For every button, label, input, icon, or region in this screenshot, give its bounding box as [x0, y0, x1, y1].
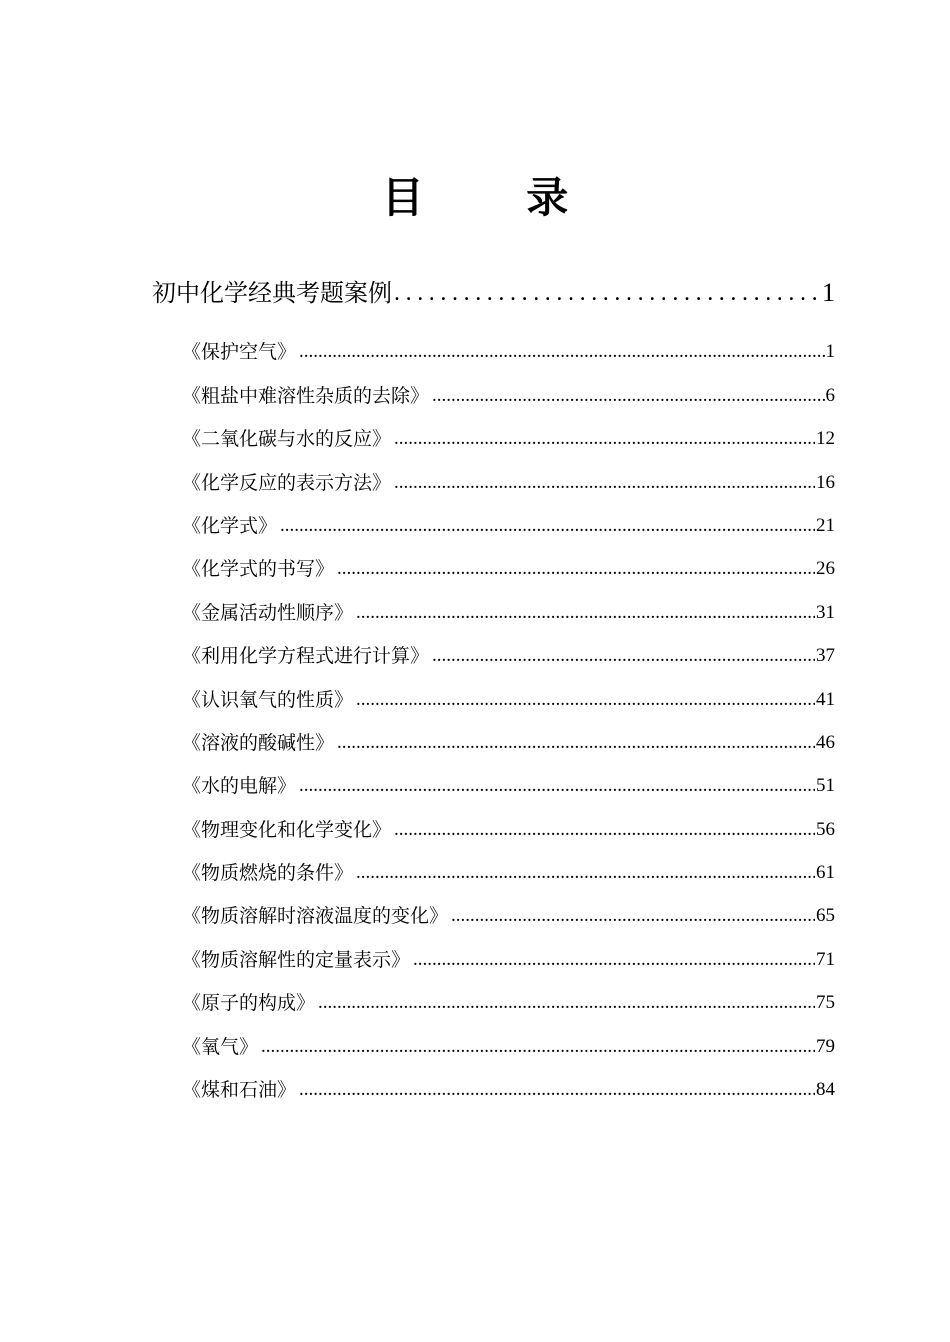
dot-leader: [337, 726, 815, 760]
toc-entry[interactable]: [182, 1064, 835, 1107]
toc-entry-page-number: 1: [825, 341, 835, 363]
dot-leader: [337, 552, 815, 586]
toc-entry-title: 《水的电解》: [182, 775, 297, 798]
toc-entry[interactable]: [182, 543, 835, 586]
dot-leader: [432, 639, 815, 673]
toc-entry-title: 《利用化学方程式进行计算》: [182, 645, 430, 668]
toc-entry-page-number: 12: [816, 428, 835, 450]
toc-entry[interactable]: [182, 1020, 835, 1063]
dot-leader: [432, 379, 824, 413]
dot-leader: [299, 769, 815, 803]
toc-entry-page-number: 37: [816, 645, 835, 667]
toc-entry-title: 《原子的构成》: [182, 992, 316, 1015]
toc-entry-page-number: 6: [825, 384, 835, 406]
page-title: 目 录: [381, 173, 613, 222]
dot-leader: [394, 275, 818, 311]
toc-section-title: 初中化学经典考题案例: [152, 279, 392, 307]
toc-entry-title: 《二氧化碳与水的反应》: [182, 428, 392, 451]
toc-entry-page-number: 41: [816, 688, 835, 710]
toc-entry[interactable]: [182, 717, 835, 760]
toc-entry[interactable]: [182, 413, 835, 456]
dot-leader: [356, 683, 815, 717]
toc-entry-page-number: 84: [816, 1079, 835, 1101]
toc-section-page-number: 1: [822, 278, 835, 307]
toc-entry-page-number: 65: [816, 905, 835, 927]
toc-entry-page-number: 71: [816, 948, 835, 970]
toc-entry-title: 《化学式的书写》: [182, 558, 335, 581]
toc-entry[interactable]: [182, 890, 835, 933]
toc-entry-title: 《化学式》: [182, 514, 278, 537]
toc-entry[interactable]: [182, 760, 835, 803]
dot-leader: [280, 509, 815, 543]
toc-entry[interactable]: [182, 803, 835, 846]
toc-entry-title: 《金属活动性顺序》: [182, 601, 354, 624]
toc-entry-title: 《物理变化和化学变化》: [182, 818, 392, 841]
toc-entry[interactable]: [182, 933, 835, 976]
toc-entry-page-number: 56: [816, 818, 835, 840]
toc-entry-page-number: 46: [816, 731, 835, 753]
dot-leader: [394, 422, 815, 456]
toc-entry-page-number: 21: [816, 514, 835, 536]
toc-entry[interactable]: [182, 500, 835, 543]
toc-entry[interactable]: [182, 456, 835, 499]
dot-leader: [394, 813, 815, 847]
toc-entry-title: 《氧气》: [182, 1035, 259, 1058]
toc-entry-title: 《化学反应的表示方法》: [182, 471, 392, 494]
toc-entry[interactable]: [182, 977, 835, 1020]
dot-leader: [451, 899, 815, 933]
dot-leader: [318, 986, 815, 1020]
toc-entry-title: 《物质燃烧的条件》: [182, 862, 354, 885]
toc-entry-page-number: 26: [816, 558, 835, 580]
dot-leader: [356, 596, 815, 630]
dot-leader: [356, 856, 815, 890]
toc-entry-list: [182, 326, 835, 1107]
toc-entry-page-number: 79: [816, 1035, 835, 1057]
toc-entry[interactable]: [182, 326, 835, 369]
toc-section[interactable]: [152, 275, 835, 311]
toc-entry[interactable]: [182, 630, 835, 673]
toc-entry-title: 《煤和石油》: [182, 1079, 297, 1102]
toc-entry-title: 《粗盐中难溶性杂质的去除》: [182, 384, 430, 407]
dot-leader: [261, 1030, 815, 1064]
dot-leader: [394, 466, 815, 500]
dot-leader: [299, 1073, 815, 1107]
toc-entry[interactable]: [182, 673, 835, 716]
toc-entry-title: 《保护空气》: [182, 341, 297, 364]
toc-entry-page-number: 51: [816, 775, 835, 797]
toc-entry-page-number: 75: [816, 992, 835, 1014]
toc-entry[interactable]: [182, 369, 835, 412]
toc-entry[interactable]: [182, 586, 835, 629]
toc-entry[interactable]: [182, 847, 835, 890]
dot-leader: [299, 335, 824, 369]
toc-entry-title: 《认识氧气的性质》: [182, 688, 354, 711]
toc-entry-title: 《物质溶解性的定量表示》: [182, 948, 411, 971]
toc-entry-page-number: 31: [816, 601, 835, 623]
toc-entry-page-number: 16: [816, 471, 835, 493]
toc-entry-title: 《溶液的酸碱性》: [182, 731, 335, 754]
dot-leader: [413, 943, 815, 977]
toc-entry-page-number: 61: [816, 862, 835, 884]
toc-entry-title: 《物质溶解时溶液温度的变化》: [182, 905, 449, 928]
